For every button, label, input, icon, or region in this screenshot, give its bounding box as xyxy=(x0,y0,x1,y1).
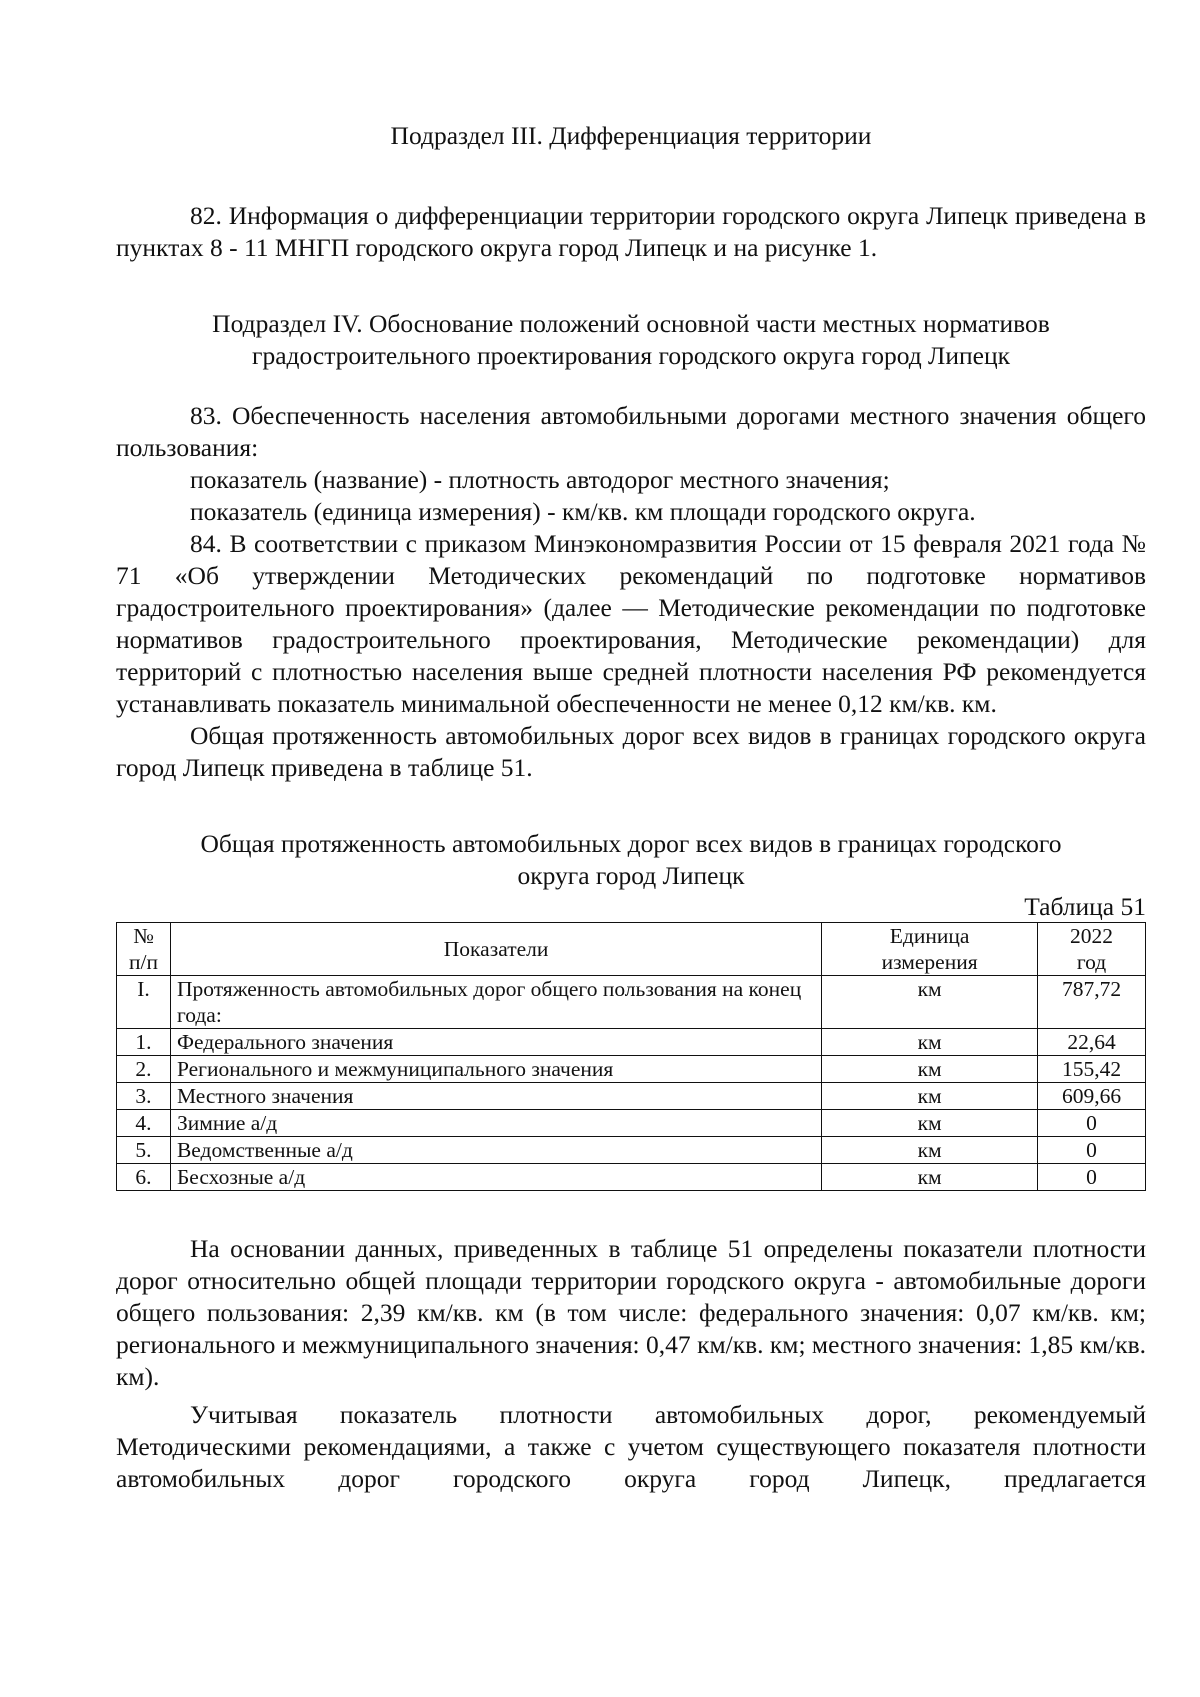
table-header-row xyxy=(117,923,1146,976)
row-value: 0 xyxy=(1038,1110,1146,1137)
subsection-4-title-line2: градостроительного проектирования городского округа город Липецк xyxy=(251,341,1010,370)
row-unit: км xyxy=(822,1083,1038,1110)
table-row xyxy=(117,976,1146,1029)
row-value: 609,66 xyxy=(1038,1083,1146,1110)
row-unit: км xyxy=(822,1029,1038,1056)
row-unit: км xyxy=(822,1056,1038,1083)
header-number xyxy=(117,923,171,976)
table-row xyxy=(117,1083,1146,1110)
table-row xyxy=(117,1164,1146,1191)
row-number: 1. xyxy=(117,1029,171,1056)
paragraph-density-results: На основании данных, приведенных в таблице 51 определены показатели плотности дорог относительно общей площади территории городского округа - автомобильные дороги общего пользования: 2,39 км/кв. км (в том числе: федерального значения: 0,07 км/кв. км; регионального и межмуниципального значения: 0,47 км/кв. км; местного значения: 1,85 км/кв. км). xyxy=(116,1234,1146,1391)
row-indicator: Бесхозные а/д xyxy=(170,1164,821,1191)
row-number: I. xyxy=(117,976,171,1029)
table-row xyxy=(117,1056,1146,1083)
paragraph-recommendation: Учитывая показатель плотности автомобильных дорог, рекомендуемый Методическими рекомендациями, а также с учетом существующего показателя плотности автомобильных дорог городского округа город Липецк, предлагается xyxy=(116,1400,1146,1493)
row-number: 4. xyxy=(117,1110,171,1137)
table-row xyxy=(117,1029,1146,1056)
table-row xyxy=(117,1110,1146,1137)
header-unit-line1: Единица xyxy=(889,924,970,948)
header-year xyxy=(1038,923,1146,976)
table-row xyxy=(117,1137,1146,1164)
header-year-line1: 2022 xyxy=(1070,924,1114,948)
row-indicator: Протяженность автомобильных дорог общего пользования на конец года: xyxy=(170,976,821,1029)
row-value: 787,72 xyxy=(1038,976,1146,1029)
table-caption-line2: округа город Липецк xyxy=(517,861,745,890)
row-number: 6. xyxy=(117,1164,171,1191)
paragraph-84: 84. В соответствии с приказом Минэкономразвития России от 15 февраля 2021 года № 71 «Об утверждении Методических рекомендаций по подготовке нормативов градостроительного проектирования» (далее — Методические рекомендации по подготовке нормативов градостроительного проектирования, Методические рекомендации) для территорий с плотностью населения выше средней плотности населения РФ рекомендуется устанавливать показатель минимальной обеспеченности не менее 0,12 км/кв. км. xyxy=(116,529,1146,718)
paragraph-83-indicator-name: показатель (название) - плотность автодорог местного значения; xyxy=(190,465,890,494)
row-number: 5. xyxy=(117,1137,171,1164)
row-indicator: Местного значения xyxy=(170,1083,821,1110)
header-unit xyxy=(822,923,1038,976)
header-number-line1: № xyxy=(133,924,154,948)
table-number: Таблица 51 xyxy=(1024,892,1146,921)
subsection-4-title-line1: Подраздел IV. Обоснование положений основной части местных нормативов xyxy=(212,309,1050,338)
header-indicator: Показатели xyxy=(170,923,821,976)
row-indicator: Зимние а/д xyxy=(170,1110,821,1137)
subsection-3-title: Подраздел III. Дифференциация территории xyxy=(390,121,872,150)
paragraph-83: 83. Обеспеченность населения автомобильными дорогами местного значения общего пользования: xyxy=(116,401,1146,462)
document-page xyxy=(116,0,1146,1495)
table-caption-line1: Общая протяженность автомобильных дорог всех видов в границах городского xyxy=(200,829,1062,858)
row-number: 3. xyxy=(117,1083,171,1110)
row-indicator: Ведомственные а/д xyxy=(170,1137,821,1164)
row-indicator: Регионального и межмуниципального значения xyxy=(170,1056,821,1083)
paragraph-84-total: Общая протяженность автомобильных дорог всех видов в границах городского округа город Липецк приведена в таблице 51. xyxy=(116,721,1146,782)
roads-length-table xyxy=(116,922,1146,1191)
row-unit: км xyxy=(822,1137,1038,1164)
header-year-line2: год xyxy=(1076,950,1107,974)
row-value: 22,64 xyxy=(1038,1029,1146,1056)
row-number: 2. xyxy=(117,1056,171,1083)
row-value: 0 xyxy=(1038,1164,1146,1191)
row-value: 0 xyxy=(1038,1137,1146,1164)
row-unit: км xyxy=(822,1110,1038,1137)
paragraph-83-indicator-unit: показатель (единица измерения) - км/кв. км площади городского округа. xyxy=(190,497,976,526)
row-value: 155,42 xyxy=(1038,1056,1146,1083)
paragraph-82: 82. Информация о дифференциации территории городского округа Липецк приведена в пунктах 8 - 11 МНГП городского округа город Липецк и на рисунке 1. xyxy=(116,201,1146,262)
header-unit-line2: измерения xyxy=(881,950,978,974)
header-number-line2: п/п xyxy=(128,950,158,974)
row-unit: км xyxy=(822,1164,1038,1191)
row-unit: км xyxy=(822,976,1038,1029)
row-indicator: Федерального значения xyxy=(170,1029,821,1056)
